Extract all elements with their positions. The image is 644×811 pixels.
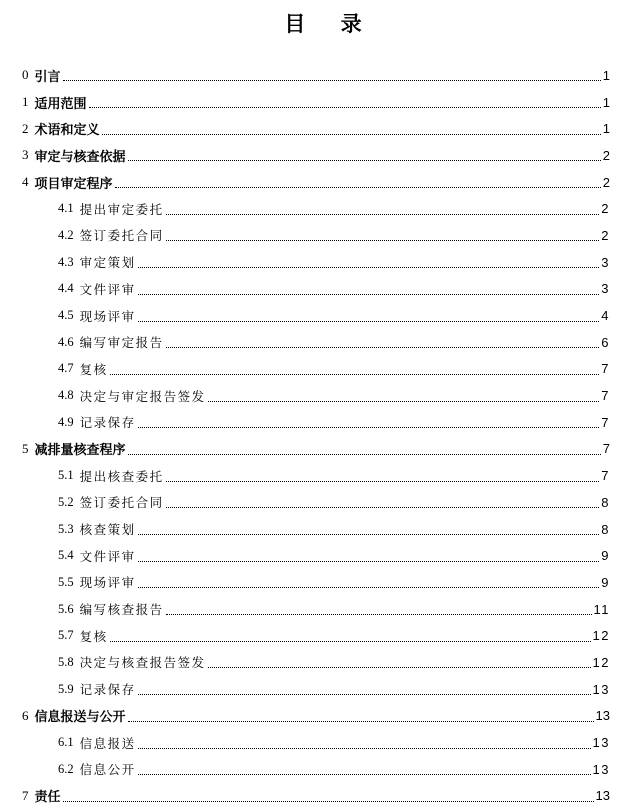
toc-subsection-entry[interactable] (22, 382, 610, 409)
toc-dot-leader (102, 133, 601, 135)
toc-dot-leader (138, 693, 591, 695)
toc-entry-label: 编写审定报告 (79, 335, 164, 351)
toc-section-entry[interactable] (22, 169, 610, 196)
toc-entry-label: 文件评审 (79, 281, 136, 297)
toc-section-entry[interactable] (22, 436, 610, 463)
toc-entry-page-number: 4 (601, 308, 610, 324)
toc-section-entry[interactable] (22, 115, 610, 142)
toc-entry-page-number: 1 (602, 94, 610, 110)
toc-entry-number: 5.3 (58, 521, 74, 536)
toc-entry-label: 信息报送 (79, 735, 136, 751)
toc-entry-number: 5.7 (58, 628, 74, 643)
toc-entry-page-number: 13 (595, 708, 610, 724)
toc-entry-number: 4.4 (58, 281, 74, 296)
toc-subsection-entry[interactable] (22, 409, 610, 436)
toc-subsection-entry[interactable] (22, 542, 610, 569)
toc-entry-label: 记录保存 (79, 682, 136, 698)
toc-entry-label: 提出核查委托 (79, 468, 164, 484)
toc-dot-leader (166, 239, 600, 241)
toc-entry-number: 5.4 (58, 548, 74, 563)
toc-entry-label: 决定与审定报告签发 (79, 388, 206, 404)
toc-dot-leader (138, 426, 600, 428)
toc-entry-label: 提出审定委托 (79, 201, 164, 217)
toc-dot-leader (128, 159, 601, 161)
toc-subsection-entry[interactable] (22, 276, 610, 303)
toc-entry-number: 0 (22, 67, 29, 83)
toc-entry-page-number: 2 (602, 147, 610, 163)
toc-entry-number: 3 (22, 147, 29, 163)
toc-entry-page-number: 8 (601, 521, 610, 537)
toc-subsection-entry[interactable] (22, 569, 610, 596)
toc-entry-page-number: 3 (601, 281, 610, 297)
toc-subsection-entry[interactable] (22, 649, 610, 676)
toc-entry-page-number: 1 (602, 121, 610, 137)
toc-entry-label: 复核 (79, 361, 108, 377)
toc-subsection-entry[interactable] (22, 249, 610, 276)
toc-entry-page-number: 2 (601, 201, 610, 217)
toc-dot-leader (166, 506, 600, 508)
toc-entry-label: 信息公开 (79, 762, 136, 778)
toc-entry-label: 适用范围 (34, 95, 87, 111)
toc-entry-page-number: 2 (602, 174, 610, 190)
toc-entry-page-number: 6 (601, 334, 610, 350)
toc-dot-leader (138, 586, 600, 588)
toc-entry-number: 5 (22, 440, 29, 456)
toc-dot-leader (138, 320, 600, 322)
toc-dot-leader (166, 346, 600, 348)
toc-entry-label: 编写核查报告 (79, 602, 164, 618)
toc-entry-page-number: 2 (601, 227, 610, 243)
toc-entry-number: 6.2 (58, 761, 74, 776)
toc-entry-label: 术语和定义 (34, 122, 100, 138)
toc-entry-label: 签订委托合同 (79, 228, 164, 244)
toc-entry-page-number: 11 (593, 601, 610, 617)
toc-section-entry[interactable] (22, 62, 610, 89)
toc-entry-label: 记录保存 (79, 415, 136, 431)
toc-entry-number: 1 (22, 94, 29, 110)
toc-entry-number: 4 (22, 174, 29, 190)
toc-subsection-entry[interactable] (22, 596, 610, 623)
toc-dot-leader (166, 613, 592, 615)
toc-entry-number: 4.1 (58, 201, 74, 216)
toc-dot-leader (63, 79, 601, 81)
toc-entry-label: 审定策划 (79, 255, 136, 271)
toc-dot-leader (138, 747, 591, 749)
toc-entry-page-number: 8 (601, 494, 610, 510)
toc-entry-number: 4.8 (58, 388, 74, 403)
toc-entry-label: 复核 (79, 628, 108, 644)
toc-dot-leader (138, 293, 600, 295)
toc-entry-label: 引言 (34, 68, 61, 84)
toc-subsection-entry[interactable] (22, 676, 610, 703)
toc-dot-leader (138, 533, 600, 535)
toc-subsection-entry[interactable] (22, 356, 610, 383)
toc-dot-leader (138, 560, 600, 562)
toc-entry-page-number: 9 (601, 548, 610, 564)
toc-entry-page-number: 13 (595, 788, 610, 804)
toc-entry-label: 文件评审 (79, 548, 136, 564)
toc-entry-number: 5.1 (58, 468, 74, 483)
toc-dot-leader (166, 213, 600, 215)
toc-dot-leader (115, 186, 601, 188)
toc-entry-page-number: 13 (592, 735, 610, 751)
toc-subsection-entry[interactable] (22, 516, 610, 543)
toc-dot-leader (89, 106, 601, 108)
toc-entry-number: 4.3 (58, 254, 74, 269)
toc-dot-leader (110, 373, 600, 375)
toc-dot-leader (138, 266, 600, 268)
toc-entry-label: 签订委托合同 (79, 495, 164, 511)
toc-section-entry[interactable] (22, 703, 610, 730)
toc-subsection-entry[interactable] (22, 302, 610, 329)
toc-entry-number: 4.6 (58, 334, 74, 349)
toc-entry-page-number: 12 (592, 628, 610, 644)
toc-entry-number: 5.8 (58, 654, 74, 669)
toc-dot-leader (208, 400, 600, 402)
toc-entry-number: 5.2 (58, 494, 74, 509)
toc-entry-page-number: 12 (592, 654, 610, 670)
toc-entry-label: 核查策划 (79, 522, 136, 538)
toc-dot-leader (138, 773, 591, 775)
toc-dot-leader (166, 480, 600, 482)
document-title: 目 录 (284, 11, 376, 36)
toc-entry-number: 2 (22, 120, 29, 136)
toc-subsection-entry[interactable] (22, 222, 610, 249)
toc-entry-number: 6 (22, 707, 29, 723)
toc-entry-page-number: 7 (601, 468, 610, 484)
toc-entry-number: 5.9 (58, 681, 74, 696)
toc-dot-leader (208, 666, 591, 668)
toc-entry-number: 5.5 (58, 574, 74, 589)
toc-entry-page-number: 9 (601, 574, 610, 590)
toc-entry-page-number: 13 (592, 761, 610, 777)
table-of-contents (22, 62, 610, 809)
toc-entry-page-number: 7 (601, 361, 610, 377)
toc-entry-label: 现场评审 (79, 308, 136, 324)
toc-entry-label: 减排量核查程序 (34, 442, 126, 458)
toc-subsection-entry[interactable] (22, 756, 610, 783)
toc-entry-label: 责任 (34, 789, 61, 805)
toc-entry-label: 项目审定程序 (34, 175, 113, 191)
toc-section-entry[interactable] (22, 783, 610, 810)
toc-entry-label: 现场评审 (79, 575, 136, 591)
toc-dot-leader (63, 800, 594, 802)
toc-entry-label: 决定与核查报告签发 (79, 655, 206, 671)
toc-entry-number: 6.1 (58, 735, 74, 750)
toc-entry-number: 4.5 (58, 308, 74, 323)
toc-subsection-entry[interactable] (22, 729, 610, 756)
toc-subsection-entry[interactable] (22, 195, 610, 222)
toc-dot-leader (110, 640, 591, 642)
toc-section-entry[interactable] (22, 142, 610, 169)
toc-entry-number: 7 (22, 787, 29, 803)
toc-entry-page-number: 1 (602, 67, 610, 83)
toc-dot-leader (128, 720, 594, 722)
toc-entry-number: 4.7 (58, 361, 74, 376)
toc-subsection-entry[interactable] (22, 489, 610, 516)
toc-entry-label: 审定与核查依据 (34, 148, 126, 164)
toc-entry-page-number: 7 (601, 414, 610, 430)
toc-section-entry[interactable] (22, 89, 610, 116)
toc-subsection-entry[interactable] (22, 622, 610, 649)
toc-entry-page-number: 7 (602, 441, 610, 457)
toc-entry-number: 5.6 (58, 601, 74, 616)
toc-dot-leader (128, 453, 601, 455)
toc-entry-page-number: 7 (601, 388, 610, 404)
toc-entry-page-number: 3 (601, 254, 610, 270)
toc-subsection-entry[interactable] (22, 329, 610, 356)
toc-entry-label: 信息报送与公开 (34, 709, 126, 725)
toc-entry-page-number: 13 (592, 681, 610, 697)
toc-entry-number: 4.9 (58, 414, 74, 429)
toc-entry-number: 4.2 (58, 227, 74, 242)
toc-subsection-entry[interactable] (22, 462, 610, 489)
